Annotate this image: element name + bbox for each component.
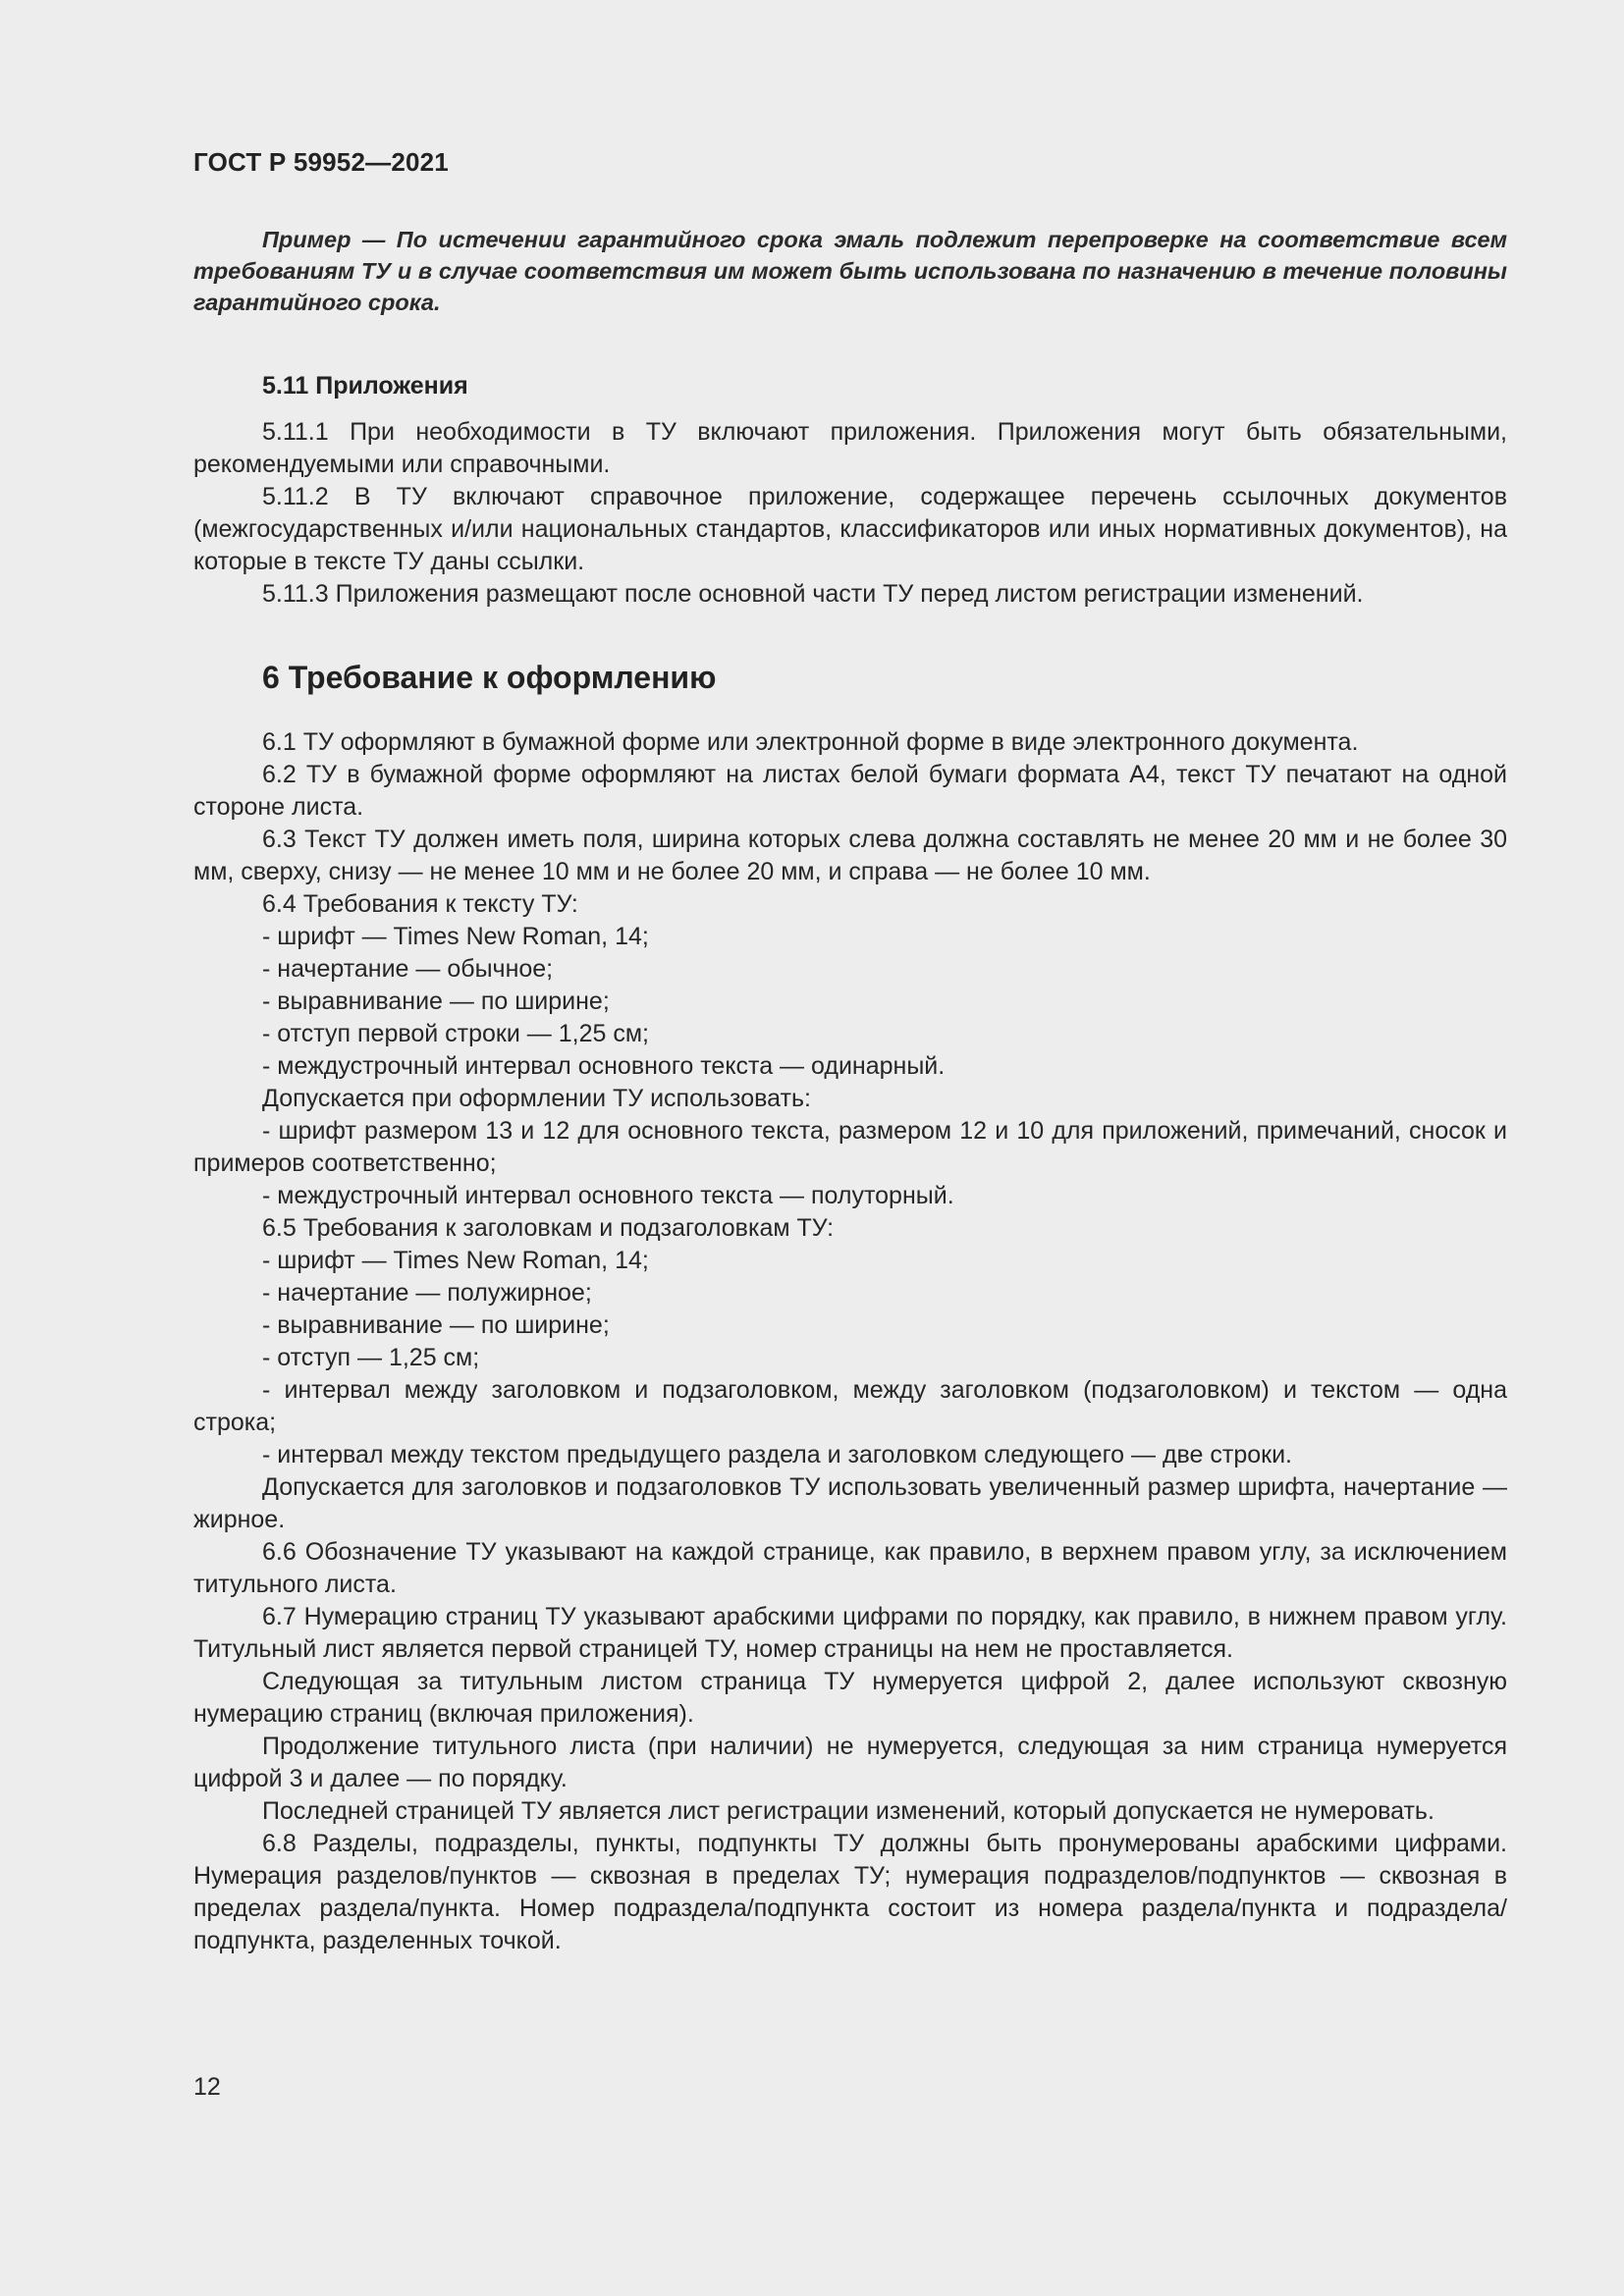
section-6-title: 6 Требование к оформлению [262, 660, 717, 695]
list-item: - шрифт — Times New Roman, 14; [262, 1247, 649, 1274]
paragraph-6-7-d: Последней страницей ТУ является лист регистрации изменений, который допускается не нумеровать. [262, 1797, 1435, 1825]
list-item: - шрифт — Times New Roman, 14; [262, 923, 649, 950]
paragraph-6-2: 6.2 ТУ в бумажной форме оформляют на листах белой бумаги формата А4, текст ТУ печатают на одной стороне листа. [193, 761, 1507, 821]
list-item: - выравнивание — по ширине; [262, 988, 610, 1015]
list-item: - интервал между текстом предыдущего раздела и заголовком следующего — две строки. [262, 1441, 1292, 1468]
paragraph-6-5: 6.5 Требования к заголовкам и подзаголовкам ТУ: [262, 1214, 835, 1242]
paragraph-6-8: 6.8 Разделы, подразделы, пункты, подпункты ТУ должны быть пронумерованы арабскими цифрами. Нумерация разделов/пунктов — сквозная в пределах ТУ; нумерация подразделов/подпунктов — сквозная в пределах раздела/пункта. Номер подраздела/подпункта состоит из номера раздела/пункта и подраздела/подпункта, разделенных точкой. [193, 1830, 1507, 1954]
paragraph-6-7-b: Следующая за титульным листом страница ТУ нумеруется цифрой 2, далее используют сквозную нумерацию страниц (включая приложения). [193, 1668, 1507, 1728]
page-content [193, 224, 1507, 1957]
example-paragraph: Пример — По истечении гарантийного срока эмаль подлежит перепроверке на соответствие всем требованиям ТУ и в случае соответствия им может быть использована по назначению в течение половины гарантийного срока. [193, 227, 1507, 315]
paragraph-6-3: 6.3 Текст ТУ должен иметь поля, ширина которых слева должна составлять не менее 20 мм и не более 30 мм, сверху, снизу — не менее 10 мм и не более 20 мм, и справа — не более 10 мм. [193, 826, 1507, 885]
paragraph-allowed-2: Допускается для заголовков и подзаголовков ТУ использовать увеличенный размер шрифта, начертание — жирное. [193, 1473, 1507, 1533]
paragraph-6-4: 6.4 Требования к тексту ТУ: [262, 890, 578, 918]
list-item: - междустрочный интервал основного текста — одинарный. [262, 1052, 946, 1080]
list-item: - интервал между заголовком и подзаголовком, между заголовком (подзаголовком) и текстом — одна строка; [193, 1376, 1507, 1436]
section-5-11-title: 5.11 Приложения [262, 372, 468, 400]
page-number: 12 [193, 2073, 221, 2101]
document-code-header: ГОСТ Р 59952—2021 [193, 147, 449, 177]
list-item: - отступ — 1,25 см; [262, 1344, 480, 1371]
paragraph-6-1: 6.1 ТУ оформляют в бумажной форме или электронной форме в виде электронного документа. [262, 728, 1359, 756]
list-item: - выравнивание — по ширине; [262, 1311, 610, 1339]
paragraph-6-6: 6.6 Обозначение ТУ указывают на каждой странице, как правило, в верхнем правом углу, за исключением титульного листа. [193, 1538, 1507, 1598]
list-item: - шрифт размером 13 и 12 для основного текста, размером 12 и 10 для приложений, примечаний, сносок и примеров соответственно; [193, 1117, 1507, 1177]
list-item: - отступ первой строки — 1,25 см; [262, 1020, 649, 1047]
paragraph-allowed-1: Допускается при оформлении ТУ использовать: [262, 1085, 811, 1112]
list-item: - междустрочный интервал основного текста — полуторный. [262, 1182, 954, 1209]
paragraph-6-7: 6.7 Нумерацию страниц ТУ указывают арабскими цифрами по порядку, как правило, в нижнем правом углу. Титульный лист является первой страницей ТУ, номер страницы на нем не проставляется. [193, 1603, 1507, 1663]
list-item: - начертание — полужирное; [262, 1279, 592, 1307]
paragraph-5-11-1: 5.11.1 При необходимости в ТУ включают приложения. Приложения могут быть обязательными, рекомендуемыми или справочными. [193, 418, 1507, 478]
document-page [193, 0, 1507, 2296]
paragraph-6-7-c: Продолжение титульного листа (при наличии) не нумеруется, следующая за ним страница нумеруется цифрой 3 и далее — по порядку. [193, 1733, 1507, 1792]
list-item: - начертание — обычное; [262, 955, 554, 983]
paragraph-5-11-3: 5.11.3 Приложения размещают после основной части ТУ перед листом регистрации изменений. [262, 580, 1364, 608]
paragraph-5-11-2: 5.11.2 В ТУ включают справочное приложение, содержащее перечень ссылочных документов (межгосударственных и/или национальных стандартов, классификаторов или иных нормативных документов), на которые в тексте ТУ даны ссылки. [193, 483, 1507, 575]
